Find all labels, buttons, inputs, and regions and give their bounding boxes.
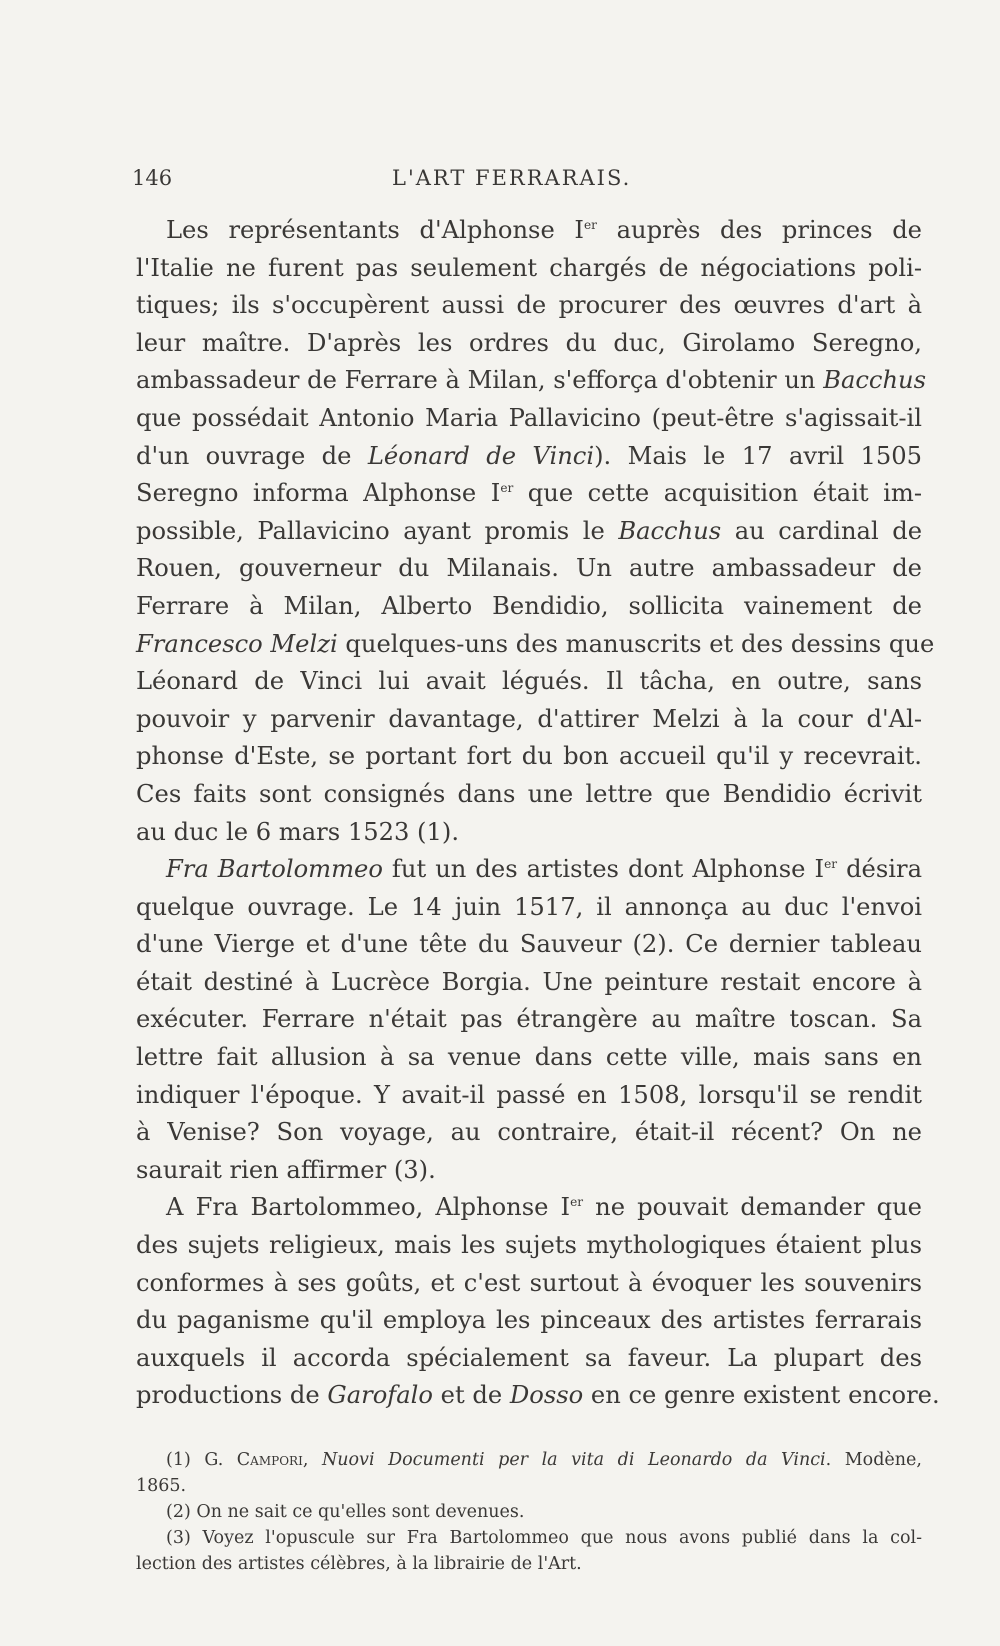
body-line: Ferrare à Milan, Alberto Bendidio, sollicita vainement de (136, 591, 922, 620)
body-line: saurait rien affirmer (3). (136, 1155, 436, 1184)
body-text (136, 212, 940, 1415)
body-line: pouvoir y parvenir davantage, d'attirer Melzi à la cour d'Al- (136, 704, 922, 733)
body-line: quelque ouvrage. Le 14 juin 1517, il annonça au duc l'envoi (136, 892, 922, 921)
body-line: auxquels il accorda spécialement sa faveur. La plupart des (136, 1343, 922, 1372)
body-line: indiquer l'époque. Y avait-il passé en 1508, lorsqu'il se rendit (136, 1080, 922, 1109)
footnotes (136, 1447, 922, 1577)
footnote-line: (1) G. Campori, Nuovi Documenti per la vita di Leonardo da Vinci. Modène, (166, 1450, 922, 1470)
body-line: Les représentants d'Alphonse Ier auprès des princes de (166, 216, 922, 244)
body-line: d'une Vierge et d'une tête du Sauveur (2). Ce dernier tableau (136, 930, 922, 959)
body-line: conformes à ses goûts, et c'est surtout à évoquer les souvenirs (136, 1268, 922, 1297)
body-line: Ces faits sont consignés dans une lettre que Bendidio écrivit (136, 779, 922, 808)
body-line: à Venise? Son voyage, au contraire, était-il récent? On ne (136, 1118, 922, 1147)
body-line: Seregno informa Alphonse Ier que cette acquisition était im- (136, 479, 922, 508)
footnote-line: (3) Voyez l'opuscule sur Fra Bartolommeo que nous avons publié dans la col- (166, 1528, 922, 1548)
body-line: Léonard de Vinci lui avait légués. Il tâcha, en outre, sans (136, 667, 922, 696)
footnote-line: (2) On ne sait ce qu'elles sont devenues. (166, 1502, 525, 1522)
footnote-line: lection des artistes célèbres, à la librairie de l'Art. (136, 1554, 582, 1574)
body-line: au duc le 6 mars 1523 (1). (136, 817, 460, 846)
page-header (132, 166, 922, 196)
body-line: exécuter. Ferrare n'était pas étrangère au maître toscan. Sa (136, 1005, 922, 1034)
body-line: du paganisme qu'il employa les pinceaux des artistes ferrarais (136, 1306, 922, 1335)
body-line: des sujets religieux, mais les sujets mythologiques étaient plus (136, 1231, 922, 1260)
body-line: phonse d'Este, se portant fort du bon accueil qu'il y recevrait. (136, 742, 922, 771)
running-title: L'ART FERRARAIS. (392, 166, 632, 190)
body-line: lettre fait allusion à sa venue dans cette ville, mais sans en (136, 1043, 922, 1072)
body-line: tiques; ils s'occupèrent aussi de procurer des œuvres d'art à (136, 291, 922, 320)
page-number: 146 (132, 166, 173, 190)
body-line: l'Italie ne furent pas seulement chargés de négociations poli- (136, 253, 922, 282)
body-line: Fra Bartolommeo fut un des artistes dont Alphonse Ier désira (166, 855, 922, 884)
body-line: que possédait Antonio Maria Pallavicino (peut-être s'agissait-il (136, 403, 922, 432)
footnote-line: 1865. (136, 1476, 187, 1496)
body-line: d'un ouvrage de Léonard de Vinci). Mais le 17 avril 1505 (136, 441, 923, 470)
body-line: Rouen, gouverneur du Milanais. Un autre ambassadeur de (136, 554, 922, 583)
body-line: leur maître. D'après les ordres du duc, Girolamo Seregno, (136, 328, 922, 357)
body-line: était destiné à Lucrèce Borgia. Une peinture restait encore à (136, 967, 922, 996)
body-line: possible, Pallavicino ayant promis le Bacchus au cardinal de (136, 516, 923, 545)
body-line: A Fra Bartolommeo, Alphonse Ier ne pouvait demander que (166, 1193, 922, 1222)
body-line: ambassadeur de Ferrare à Milan, s'efforça d'obtenir un Bacchus (136, 366, 927, 395)
body-line: Francesco Melzi quelques-uns des manuscrits et des dessins que (136, 629, 935, 658)
body-line: productions de Garofalo et de Dosso en ce genre existent encore. (136, 1381, 940, 1410)
